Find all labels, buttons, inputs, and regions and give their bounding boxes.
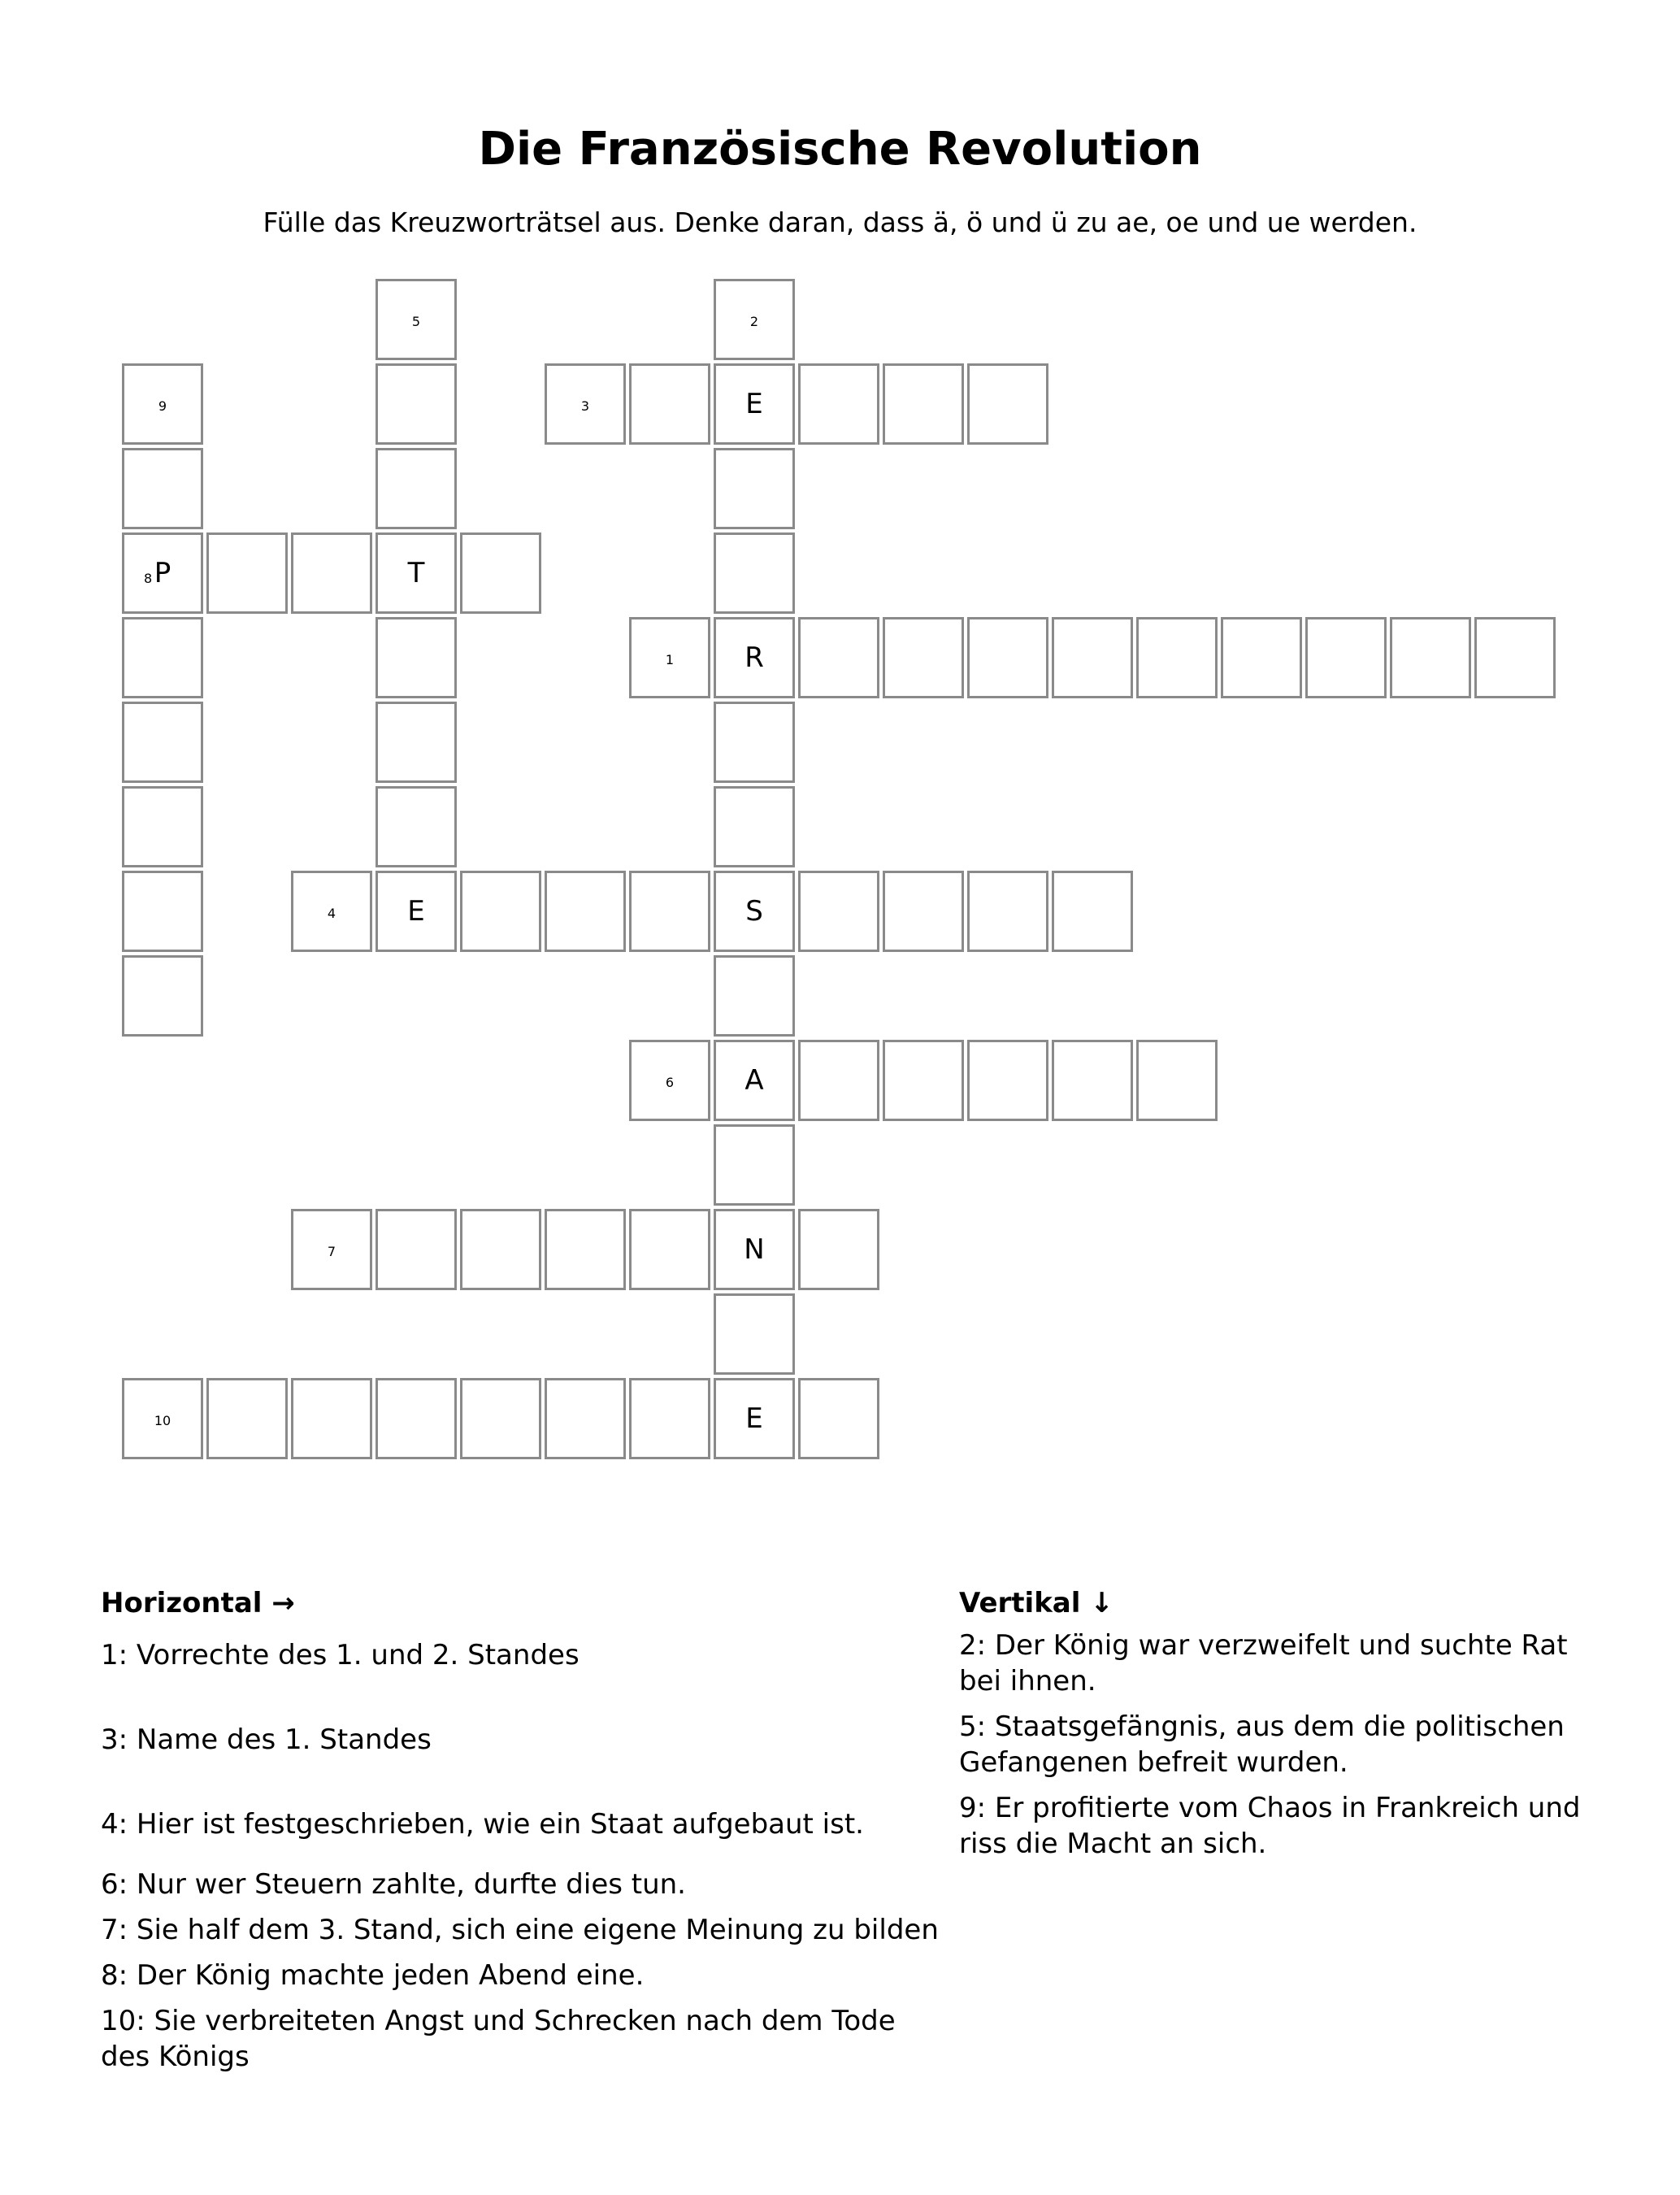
- crossword-cell[interactable]: [291, 532, 372, 614]
- given-letter: E: [745, 388, 763, 420]
- clue-horizontal-7: 7: Sie half dem 3. Stand, sich eine eigene Meinung zu bilden: [101, 1914, 939, 1946]
- given-letter: P: [154, 557, 171, 589]
- crossword-cell[interactable]: [798, 363, 879, 445]
- crossword-cell[interactable]: [798, 617, 879, 698]
- crossword-cell[interactable]: [545, 363, 626, 445]
- crossword-cell[interactable]: [798, 1209, 879, 1290]
- crossword-cell[interactable]: [122, 1378, 203, 1459]
- crossword-cell[interactable]: [1221, 617, 1302, 698]
- crossword-cell[interactable]: [714, 955, 795, 1037]
- given-letter: A: [744, 1064, 764, 1097]
- crossword-cell[interactable]: [376, 363, 457, 445]
- given-letter: R: [744, 641, 764, 674]
- crossword-cell[interactable]: [967, 363, 1048, 445]
- crossword-cell[interactable]: [122, 955, 203, 1037]
- crossword-cell[interactable]: [629, 617, 710, 698]
- clue-number: 4: [327, 906, 336, 921]
- clue-horizontal-10: 10: Sie verbreiteten Angst und Schrecken nach dem Tode des Königs: [101, 2005, 896, 2073]
- clue-horizontal-1: 1: Vorrechte des 1. und 2. Standes: [101, 1639, 580, 1671]
- clue-vertical-9: 9: Er profitierte vom Chaos in Frankreich und riss die Macht an sich.: [959, 1792, 1581, 1860]
- crossword-cell[interactable]: [1052, 871, 1133, 952]
- clue-number: 5: [411, 314, 421, 329]
- crossword-cell[interactable]: [1052, 617, 1133, 698]
- crossword-cell[interactable]: [1052, 1040, 1133, 1121]
- crossword-cell[interactable]: [460, 1378, 541, 1459]
- horizontal-clues: [101, 1585, 962, 2075]
- crossword-cell[interactable]: [883, 363, 964, 445]
- crossword-cell[interactable]: [967, 1040, 1048, 1121]
- crossword-cell[interactable]: [714, 1209, 795, 1290]
- clue-horizontal-3: 3: Name des 1. Standes: [101, 1723, 432, 1756]
- crossword-cell[interactable]: [714, 786, 795, 867]
- crossword-cell[interactable]: [714, 1040, 795, 1121]
- crossword-cell[interactable]: [376, 786, 457, 867]
- crossword-cell[interactable]: [798, 1040, 879, 1121]
- clue-number: 6: [665, 1075, 675, 1090]
- crossword-cell[interactable]: [460, 1209, 541, 1290]
- crossword-cell[interactable]: [629, 1209, 710, 1290]
- crossword-cell[interactable]: [122, 702, 203, 783]
- crossword-cell[interactable]: [629, 1040, 710, 1121]
- crossword-cell[interactable]: [376, 871, 457, 952]
- crossword-cell[interactable]: [714, 448, 795, 529]
- crossword-cell[interactable]: [714, 1378, 795, 1459]
- clue-number: 7: [327, 1244, 336, 1259]
- crossword-cell[interactable]: [1474, 617, 1556, 698]
- crossword-cell[interactable]: [967, 871, 1048, 952]
- clue-vertical-5: 5: Staatsgefängnis, aus dem die politischen Gefangenen befreit wurden.: [959, 1710, 1565, 1779]
- crossword-cell[interactable]: [122, 363, 203, 445]
- crossword-cell[interactable]: [376, 617, 457, 698]
- crossword-cell[interactable]: [714, 1293, 795, 1375]
- crossword-cell[interactable]: [629, 1378, 710, 1459]
- crossword-cell[interactable]: [714, 532, 795, 614]
- crossword-cell[interactable]: [629, 871, 710, 952]
- clue-number: 3: [580, 398, 590, 414]
- crossword-cell[interactable]: [460, 532, 541, 614]
- crossword-cell[interactable]: [545, 1378, 626, 1459]
- clue-number: 9: [158, 398, 167, 414]
- crossword-cell[interactable]: [714, 702, 795, 783]
- crossword-cell[interactable]: [206, 1378, 288, 1459]
- crossword-cell[interactable]: [798, 1378, 879, 1459]
- crossword-cell[interactable]: [291, 1378, 372, 1459]
- crossword-cell[interactable]: [206, 532, 288, 614]
- given-letter: S: [745, 895, 763, 928]
- crossword-cell[interactable]: [714, 279, 795, 360]
- crossword-cell[interactable]: [122, 786, 203, 867]
- crossword-cell[interactable]: [714, 363, 795, 445]
- crossword-cell[interactable]: [122, 532, 203, 614]
- crossword-cell[interactable]: [376, 1209, 457, 1290]
- crossword-cell[interactable]: [376, 702, 457, 783]
- crossword-cell[interactable]: [883, 871, 964, 952]
- clue-number: 1: [665, 652, 675, 667]
- crossword-cell[interactable]: [122, 871, 203, 952]
- crossword-cell[interactable]: [545, 1209, 626, 1290]
- crossword-cell[interactable]: [883, 1040, 964, 1121]
- given-letter: N: [744, 1233, 765, 1266]
- crossword-cell[interactable]: [967, 617, 1048, 698]
- vertical-clues: [959, 1585, 1593, 1862]
- given-letter: T: [407, 557, 425, 589]
- clue-number: 10: [154, 1413, 171, 1428]
- crossword-cell[interactable]: [714, 1124, 795, 1206]
- crossword-cell[interactable]: [714, 617, 795, 698]
- clue-number: 2: [749, 314, 759, 329]
- crossword-cell[interactable]: [798, 871, 879, 952]
- crossword-cell[interactable]: [1136, 617, 1218, 698]
- crossword-cell[interactable]: [122, 617, 203, 698]
- crossword-cell[interactable]: [1390, 617, 1471, 698]
- crossword-cell[interactable]: [460, 871, 541, 952]
- crossword-cell[interactable]: [545, 871, 626, 952]
- given-letter: E: [745, 1402, 763, 1435]
- crossword-cell[interactable]: [1136, 1040, 1218, 1121]
- crossword-cell[interactable]: [883, 617, 964, 698]
- vertical-heading: Vertikal ↓: [959, 1587, 1113, 1619]
- given-letter: E: [407, 895, 425, 928]
- crossword-cell[interactable]: [291, 1209, 372, 1290]
- crossword-cell[interactable]: [1305, 617, 1387, 698]
- page-title: Die Französische Revolution: [478, 123, 1202, 176]
- clue-vertical-2: 2: Der König war verzweifelt und suchte Rat bei ihnen.: [959, 1629, 1568, 1697]
- crossword-cell[interactable]: [629, 363, 710, 445]
- instructions: Fülle das Kreuzworträtsel aus. Denke daran, dass ä, ö und ü zu ae, oe und ue werden.: [263, 206, 1417, 238]
- clue-horizontal-8: 8: Der König machte jeden Abend eine.: [101, 1959, 645, 1992]
- clue-number: 8: [144, 571, 153, 586]
- crossword-cell[interactable]: [122, 448, 203, 529]
- crossword-cell[interactable]: [376, 448, 457, 529]
- crossword-cell[interactable]: [376, 532, 457, 614]
- crossword-cell[interactable]: [714, 871, 795, 952]
- clue-horizontal-4: 4: Hier ist festgeschrieben, wie ein Staat aufgebaut ist.: [101, 1808, 864, 1841]
- crossword-cell[interactable]: [376, 1378, 457, 1459]
- clue-horizontal-6: 6: Nur wer Steuern zahlte, durfte dies tun.: [101, 1868, 686, 1901]
- crossword-cell[interactable]: [376, 279, 457, 360]
- crossword-cell[interactable]: [291, 871, 372, 952]
- horizontal-heading: Horizontal →: [101, 1587, 295, 1619]
